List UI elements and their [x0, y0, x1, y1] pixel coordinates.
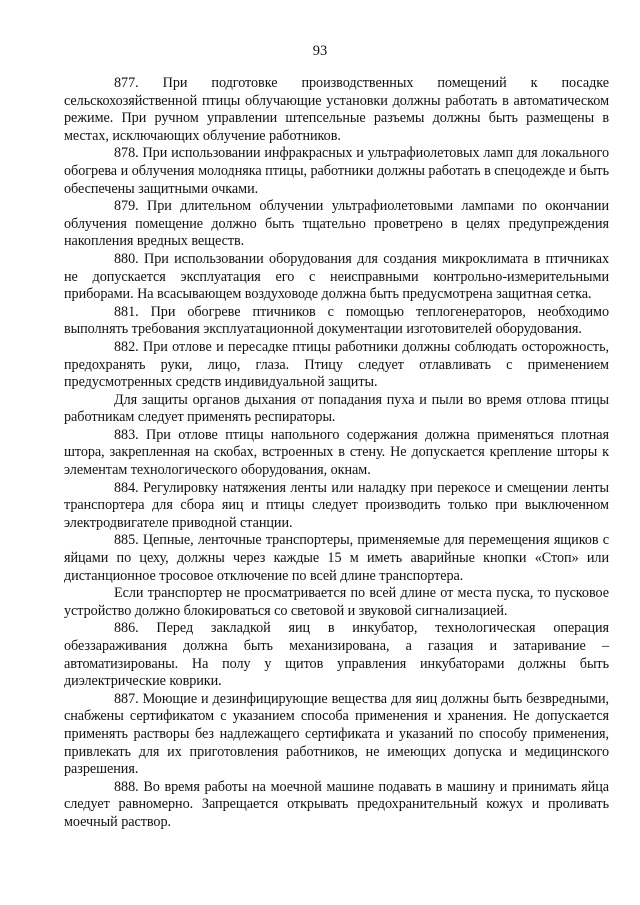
paragraph-879: 879. При длительном облучении ультрафиолетовыми лампами по окончании облучения помещение должно быть тщательно проветрено в целях предупреждения накопления вредных веществ. — [64, 198, 609, 250]
page-number: 93 — [312, 43, 328, 59]
paragraph-886: 886. Перед закладкой яиц в инкубатор, технологическая операция обеззараживания должна быть механизирована, а газация и затаривание – автоматизированы. На полу у щитов управления инкубаторами должны быть диэлектрические коврики. — [64, 620, 609, 690]
paragraph-883: 883. При отлове птицы напольного содержания должна применяться плотная штора, закрепленная на скобах, встроенных в стену. Не допускается крепление шторы к элементам технологического оборудования, окнам. — [64, 426, 609, 479]
paragraph-885-blocking: Если транспортер не просматривается по всей длине от места пуска, то пусковое устройство должно блокироваться со световой и звуковой сигнализацией. — [64, 585, 609, 619]
paragraph-880: 880. При использовании оборудования для создания микроклимата в птичниках не допускается эксплуатация его с неисправными контрольно-измерительными приборами. На всасывающем воздуховоде должна быть предусмотрена защитная сетка. — [64, 250, 609, 303]
paragraph-884: 884. Регулировку натяжения ленты или наладку при перекосе и смещении ленты транспортера для сбора яиц и птицы следует производить только при выключенном электродвигателе приводной станции. — [64, 479, 609, 531]
paragraph-882: 882. При отлове и пересадке птицы работники должны соблюдать осторожность, предохранять руки, лицо, глаза. Птицу следует отлавливать с применением предусмотренных средств индивидуальной защиты. — [64, 338, 609, 391]
document-body — [64, 75, 609, 832]
paragraph-885: 885. Цепные, ленточные транспортеры, применяемые для перемещения ящиков с яйцами по цеху, должны через каждые 15 м иметь аварийные кнопки «Стоп» или дистанционное тросовое отключение по всей длине транспортера. — [64, 532, 609, 584]
paragraph-878: 878. При использовании инфракрасных и ультрафиолетовых ламп для локального обогрева и облучения молодняка птицы, работники должны работать в спецодежде и быть обеспечены защитными очками. — [64, 145, 609, 197]
paragraph-877: 877. При подготовке производственных помещений к посадке сельскохозяйственной птицы облучающие установки должны работать в автоматическом режиме. При ручном управлении штепсельные разъемы должны быть размещены в местах, исключающих облучение работников. — [64, 75, 609, 144]
paragraph-887: 887. Моющие и дезинфицирующие вещества для яиц должны быть безвредными, снабжены сертификатом с указанием способа применения и хранения. Не допускается применять растворы без надлежащего сертификата и указаний по способу применения, привлекать для их приготовления работников, не имеющих допуска и медицинского разрешения. — [64, 690, 609, 778]
paragraph-882-respirators: Для защиты органов дыхания от попадания пуха и пыли во время отлова птицы работникам следует применять респираторы. — [64, 391, 609, 426]
paragraph-888: 888. Во время работы на моечной машине подавать в машину и принимать яйца следует равномерно. Запрещается открывать предохранительный кожух и проливать моечный раствор. — [64, 778, 609, 830]
paragraph-881: 881. При обогреве птичников с помощью теплогенераторов, необходимо выполнять требования эксплуатационной документации изготовителей оборудования. — [64, 303, 609, 338]
